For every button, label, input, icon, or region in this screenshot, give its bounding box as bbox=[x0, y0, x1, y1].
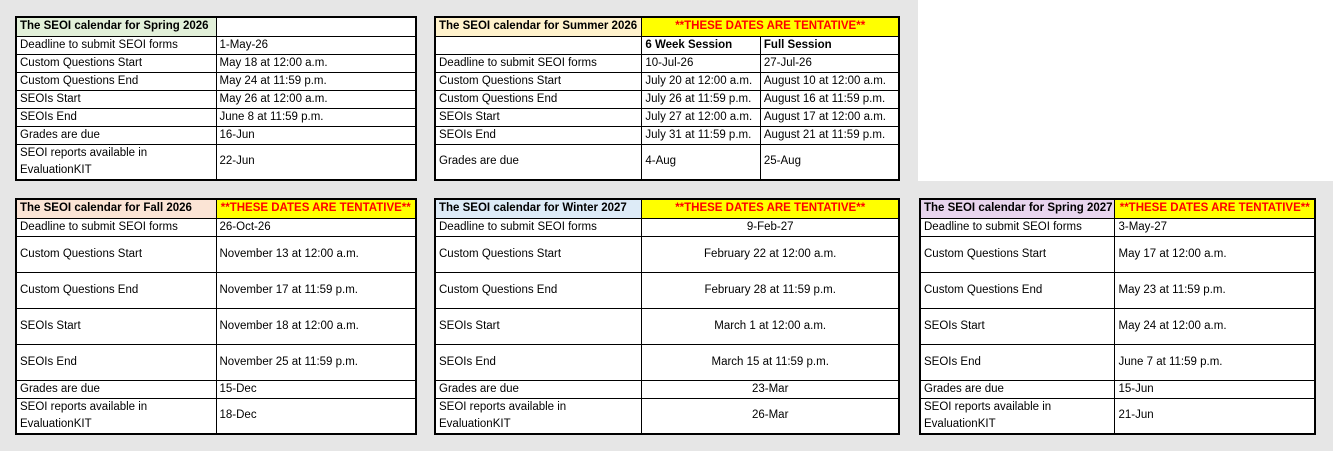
winter2027-row-value: 26-Mar bbox=[642, 398, 899, 434]
fall2026-row-label: SEOI reports available in EvaluationKIT bbox=[16, 398, 216, 434]
fall2026-row-value: 15-Dec bbox=[216, 380, 416, 398]
summer2026-col-6week: 6 Week Session bbox=[642, 36, 761, 54]
spring2027-calendar-table bbox=[919, 198, 1316, 435]
spring2026-row-label: SEOIs End bbox=[16, 108, 216, 126]
winter2027-row-value: February 22 at 12:00 a.m. bbox=[642, 236, 899, 272]
spring2026-row-value: 1-May-26 bbox=[216, 36, 416, 54]
spring2026-calendar-table bbox=[15, 16, 417, 181]
winter2027-row-label: SEOIs End bbox=[435, 344, 642, 380]
fall2026-row-value: 26-Oct-26 bbox=[216, 218, 416, 236]
spring2026-row-value: June 8 at 11:59 p.m. bbox=[216, 108, 416, 126]
winter2027-title: The SEOI calendar for Winter 2027 bbox=[435, 199, 642, 218]
fall2026-row-value: November 13 at 12:00 a.m. bbox=[216, 236, 416, 272]
spring2026-row-value: May 24 at 11:59 p.m. bbox=[216, 72, 416, 90]
spring2027-row-value: 3-May-27 bbox=[1115, 218, 1315, 236]
summer2026-col-full: Full Session bbox=[760, 36, 899, 54]
spring2027-row-label: Deadline to submit SEOI forms bbox=[920, 218, 1115, 236]
fall2026-row-label: Custom Questions Start bbox=[16, 236, 216, 272]
spring2027-row-label: Grades are due bbox=[920, 380, 1115, 398]
spring2026-row-label: SEOIs Start bbox=[16, 90, 216, 108]
summer2026-calendar-table bbox=[434, 16, 900, 181]
summer2026-row-6week: 4-Aug bbox=[642, 144, 761, 180]
summer2026-row-label: Deadline to submit SEOI forms bbox=[435, 54, 642, 72]
summer2026-row-6week: July 27 at 12:00 a.m. bbox=[642, 108, 761, 126]
winter2027-tentative-banner: **THESE DATES ARE TENTATIVE** bbox=[642, 199, 899, 218]
winter2027-calendar-table bbox=[434, 198, 900, 435]
summer2026-row-full: 25-Aug bbox=[760, 144, 899, 180]
fall2026-row-label: Grades are due bbox=[16, 380, 216, 398]
winter2027-row-label: Custom Questions Start bbox=[435, 236, 642, 272]
winter2027-row-value: February 28 at 11:59 p.m. bbox=[642, 272, 899, 308]
summer2026-tentative-banner: **THESE DATES ARE TENTATIVE** bbox=[642, 17, 899, 36]
spring2026-row-value: May 26 at 12:00 a.m. bbox=[216, 90, 416, 108]
spring2027-row-label: SEOIs End bbox=[920, 344, 1115, 380]
summer2026-row-full: August 17 at 12:00 a.m. bbox=[760, 108, 899, 126]
summer2026-row-label: Custom Questions Start bbox=[435, 72, 642, 90]
summer2026-row-6week: 10-Jul-26 bbox=[642, 54, 761, 72]
fall2026-tentative-banner: **THESE DATES ARE TENTATIVE** bbox=[216, 199, 416, 218]
fall2026-title: The SEOI calendar for Fall 2026 bbox=[16, 199, 216, 218]
spring2027-row-value: May 17 at 12:00 a.m. bbox=[1115, 236, 1315, 272]
spring2026-row-label: Deadline to submit SEOI forms bbox=[16, 36, 216, 54]
winter2027-row-label: Custom Questions End bbox=[435, 272, 642, 308]
winter2027-row-label: Grades are due bbox=[435, 380, 642, 398]
spring2026-title-blank bbox=[216, 17, 416, 36]
fall2026-row-label: Deadline to submit SEOI forms bbox=[16, 218, 216, 236]
fall2026-row-value: November 25 at 11:59 p.m. bbox=[216, 344, 416, 380]
summer2026-row-full: August 21 at 11:59 p.m. bbox=[760, 126, 899, 144]
fall2026-row-label: SEOIs End bbox=[16, 344, 216, 380]
fall2026-calendar-table bbox=[15, 198, 417, 435]
fall2026-row-value: November 17 at 11:59 p.m. bbox=[216, 272, 416, 308]
winter2027-row-label: SEOI reports available in EvaluationKIT bbox=[435, 398, 642, 434]
spring2027-row-label: SEOI reports available in EvaluationKIT bbox=[920, 398, 1115, 434]
summer2026-row-label: Custom Questions End bbox=[435, 90, 642, 108]
spring2026-title: The SEOI calendar for Spring 2026 bbox=[16, 17, 216, 36]
spring2026-row-label: Custom Questions End bbox=[16, 72, 216, 90]
spring2027-title: The SEOI calendar for Spring 2027 bbox=[920, 199, 1115, 218]
summer2026-row-label: Grades are due bbox=[435, 144, 642, 180]
spring2027-row-value: 21-Jun bbox=[1115, 398, 1315, 434]
summer2026-row-6week: July 31 at 11:59 p.m. bbox=[642, 126, 761, 144]
winter2027-row-value: March 15 at 11:59 p.m. bbox=[642, 344, 899, 380]
spring2026-row-value: 22-Jun bbox=[216, 144, 416, 180]
winter2027-row-label: Deadline to submit SEOI forms bbox=[435, 218, 642, 236]
spring2027-row-value: 15-Jun bbox=[1115, 380, 1315, 398]
winter2027-row-label: SEOIs Start bbox=[435, 308, 642, 344]
summer2026-row-full: August 16 at 11:59 p.m. bbox=[760, 90, 899, 108]
fall2026-row-label: Custom Questions End bbox=[16, 272, 216, 308]
spring2026-row-label: SEOI reports available in EvaluationKIT bbox=[16, 144, 216, 180]
spring2027-row-label: Custom Questions End bbox=[920, 272, 1115, 308]
winter2027-row-value: March 1 at 12:00 a.m. bbox=[642, 308, 899, 344]
summer2026-row-6week: July 26 at 11:59 p.m. bbox=[642, 90, 761, 108]
summer2026-row-6week: July 20 at 12:00 a.m. bbox=[642, 72, 761, 90]
spring2027-row-value: June 7 at 11:59 p.m. bbox=[1115, 344, 1315, 380]
spring2027-row-label: SEOIs Start bbox=[920, 308, 1115, 344]
summer2026-row-label: SEOIs End bbox=[435, 126, 642, 144]
summer2026-header-blank bbox=[435, 36, 642, 54]
spring2027-tentative-banner: **THESE DATES ARE TENTATIVE** bbox=[1115, 199, 1315, 218]
spring2027-row-label: Custom Questions Start bbox=[920, 236, 1115, 272]
spring2026-row-value: 16-Jun bbox=[216, 126, 416, 144]
summer2026-title: The SEOI calendar for Summer 2026 bbox=[435, 17, 642, 36]
fall2026-row-label: SEOIs Start bbox=[16, 308, 216, 344]
spring2026-row-label: Grades are due bbox=[16, 126, 216, 144]
spring2027-row-value: May 23 at 11:59 p.m. bbox=[1115, 272, 1315, 308]
winter2027-row-value: 23-Mar bbox=[642, 380, 899, 398]
winter2027-row-value: 9-Feb-27 bbox=[642, 218, 899, 236]
spring2026-row-value: May 18 at 12:00 a.m. bbox=[216, 54, 416, 72]
spring2026-row-label: Custom Questions Start bbox=[16, 54, 216, 72]
summer2026-row-full: 27-Jul-26 bbox=[760, 54, 899, 72]
spring2027-row-value: May 24 at 12:00 a.m. bbox=[1115, 308, 1315, 344]
summer2026-row-label: SEOIs Start bbox=[435, 108, 642, 126]
fall2026-row-value: 18-Dec bbox=[216, 398, 416, 434]
summer2026-row-full: August 10 at 12:00 a.m. bbox=[760, 72, 899, 90]
fall2026-row-value: November 18 at 12:00 a.m. bbox=[216, 308, 416, 344]
